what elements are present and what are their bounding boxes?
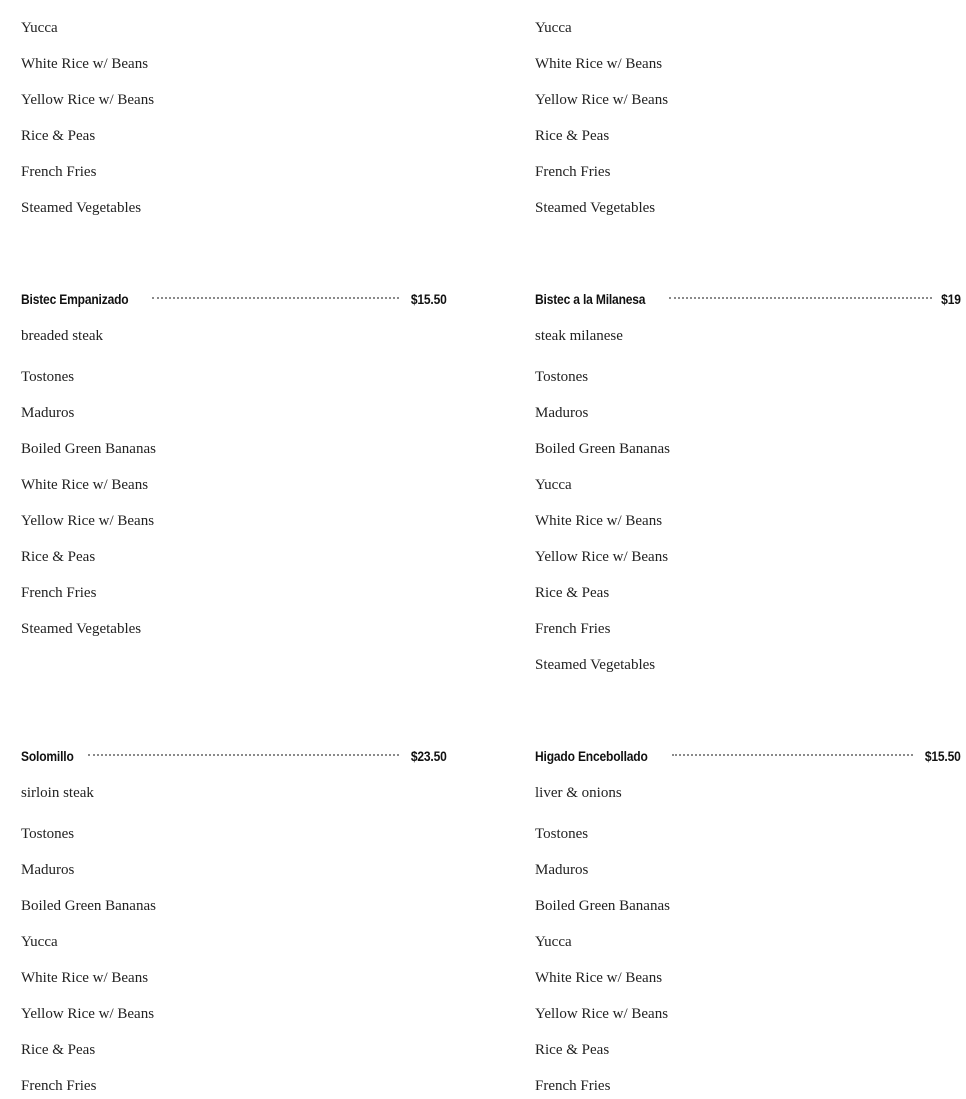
side-option: Yellow Rice w/ Beans <box>535 1006 669 1022</box>
side-option: Yucca <box>535 934 572 950</box>
side-option: French Fries <box>21 164 97 180</box>
menu-item-price: $19 <box>941 291 961 307</box>
dot-leader <box>669 297 932 299</box>
side-option: White Rice w/ Beans <box>535 513 663 529</box>
menu-item-header <box>21 288 447 310</box>
menu-item-name: Higado Encebollado <box>535 748 648 764</box>
side-option: Boiled Green Bananas <box>21 441 156 457</box>
menu-column-right <box>535 0 961 1099</box>
menu-item-price: $15.50 <box>411 291 447 307</box>
menu-item-header <box>535 288 961 310</box>
menu-item-name: Bistec Empanizado <box>21 291 129 307</box>
side-option: Yucca <box>21 934 58 950</box>
side-option: French Fries <box>535 621 611 637</box>
menu-item-header <box>535 745 961 767</box>
menu-item-description: breaded steak <box>21 328 104 344</box>
menu-item-name: Solomillo <box>21 748 74 764</box>
menu-item-description: steak milanese <box>535 328 623 344</box>
side-option: Rice & Peas <box>535 1042 610 1058</box>
side-option: Steamed Vegetables <box>535 657 656 673</box>
side-option: Yellow Rice w/ Beans <box>535 549 669 565</box>
menu-item-price: $23.50 <box>411 748 447 764</box>
side-option: Rice & Peas <box>21 1042 96 1058</box>
side-option: Maduros <box>535 862 589 878</box>
menu-item-price: $15.50 <box>925 748 961 764</box>
side-option: Yellow Rice w/ Beans <box>21 1006 155 1022</box>
side-option: Rice & Peas <box>535 128 610 144</box>
side-option: Rice & Peas <box>21 549 96 565</box>
side-option: Yellow Rice w/ Beans <box>21 92 155 108</box>
menu-column-left <box>21 0 447 1099</box>
side-option: Tostones <box>21 369 75 385</box>
menu-item-description: sirloin steak <box>21 785 94 801</box>
side-option: Yucca <box>535 20 572 36</box>
side-option: Maduros <box>21 862 75 878</box>
side-option: White Rice w/ Beans <box>535 56 663 72</box>
side-option: Boiled Green Bananas <box>535 441 670 457</box>
side-option: Tostones <box>21 826 75 842</box>
side-option: French Fries <box>535 1078 611 1094</box>
side-option: Steamed Vegetables <box>21 200 142 216</box>
side-option: French Fries <box>21 585 97 601</box>
side-option: Boiled Green Bananas <box>535 898 670 914</box>
side-option: Yucca <box>535 477 572 493</box>
side-option: White Rice w/ Beans <box>21 970 149 986</box>
side-option: Maduros <box>535 405 589 421</box>
side-option: Yucca <box>21 20 58 36</box>
side-option: Yellow Rice w/ Beans <box>535 92 669 108</box>
side-option: Maduros <box>21 405 75 421</box>
menu-item-header <box>21 745 447 767</box>
side-option: French Fries <box>21 1078 97 1094</box>
side-option: Rice & Peas <box>21 128 96 144</box>
side-option: French Fries <box>535 164 611 180</box>
side-option: Steamed Vegetables <box>535 200 656 216</box>
dot-leader <box>152 297 399 299</box>
dot-leader <box>88 754 399 756</box>
side-option: Boiled Green Bananas <box>21 898 156 914</box>
menu-item-name: Bistec a la Milanesa <box>535 291 646 307</box>
side-option: White Rice w/ Beans <box>21 56 149 72</box>
side-option: Yellow Rice w/ Beans <box>21 513 155 529</box>
dot-leader <box>672 754 913 756</box>
side-option: White Rice w/ Beans <box>535 970 663 986</box>
side-option: White Rice w/ Beans <box>21 477 149 493</box>
side-option: Tostones <box>535 826 589 842</box>
side-option: Steamed Vegetables <box>21 621 142 637</box>
side-option: Rice & Peas <box>535 585 610 601</box>
side-option: Tostones <box>535 369 589 385</box>
menu-item-description: liver & onions <box>535 785 622 801</box>
